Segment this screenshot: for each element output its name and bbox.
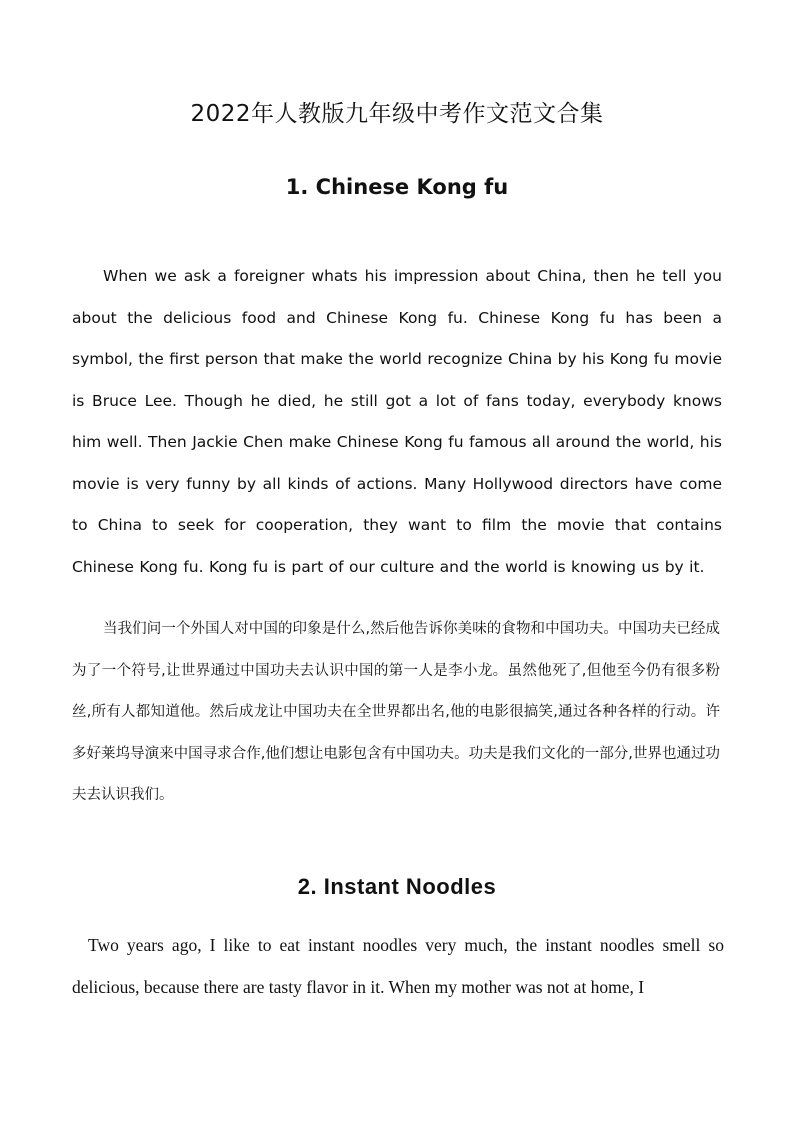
paragraph-english-kong-fu: When we ask a foreigner whats his impression about China, then he tell you about the delicious food and Chinese Kong fu. Chinese Kong fu has been a symbol, the first person that make the world recognize China by his Kong fu movie is Bruce Lee. Though he died, he still got a lot of fans today, everybody knows him well. Then Jackie Chen make Chinese Kong fu famous all around the world, his movie is very funny by all kinds of actions. Many Hollywood directors have come to China to seek for cooperation, they want to film the movie that contains Chinese Kong fu. Kong fu is part of our culture and the world is knowing us by it.	[72, 267, 723, 576]
document-title: 2022年人教版九年级中考作文范文合集	[190, 101, 604, 127]
section-heading-instant-noodles: 2. Instant Noodles	[297, 874, 497, 899]
paragraph-english-instant-noodles: Two years ago, I like to eat instant noodles very much, the instant noodles smell so delicious, because there are tasty flavor in it. When my mother was not at home, I	[72, 935, 724, 997]
section-heading-chinese-kong-fu: 1. Chinese Kong fu	[285, 175, 509, 199]
paragraph-chinese-kong-fu: 当我们问一个外国人对中国的印象是什么,然后他告诉你美味的食物和中国功夫。中国功夫已经成为了一个符号,让世界通过中国功夫去认识中国的第一人是李小龙。虽然他死了,但他至今仍有很多粉丝,所有人都知道他。然后成龙让中国功夫在全世界都出名,他的电影很搞笑,通过各种各样的行动。许多好莱坞导演来中国寻求合作,他们想让电影包含有中国功夫。功夫是我们文化的一部分,世界也通过功夫去认识我们。	[72, 621, 720, 803]
